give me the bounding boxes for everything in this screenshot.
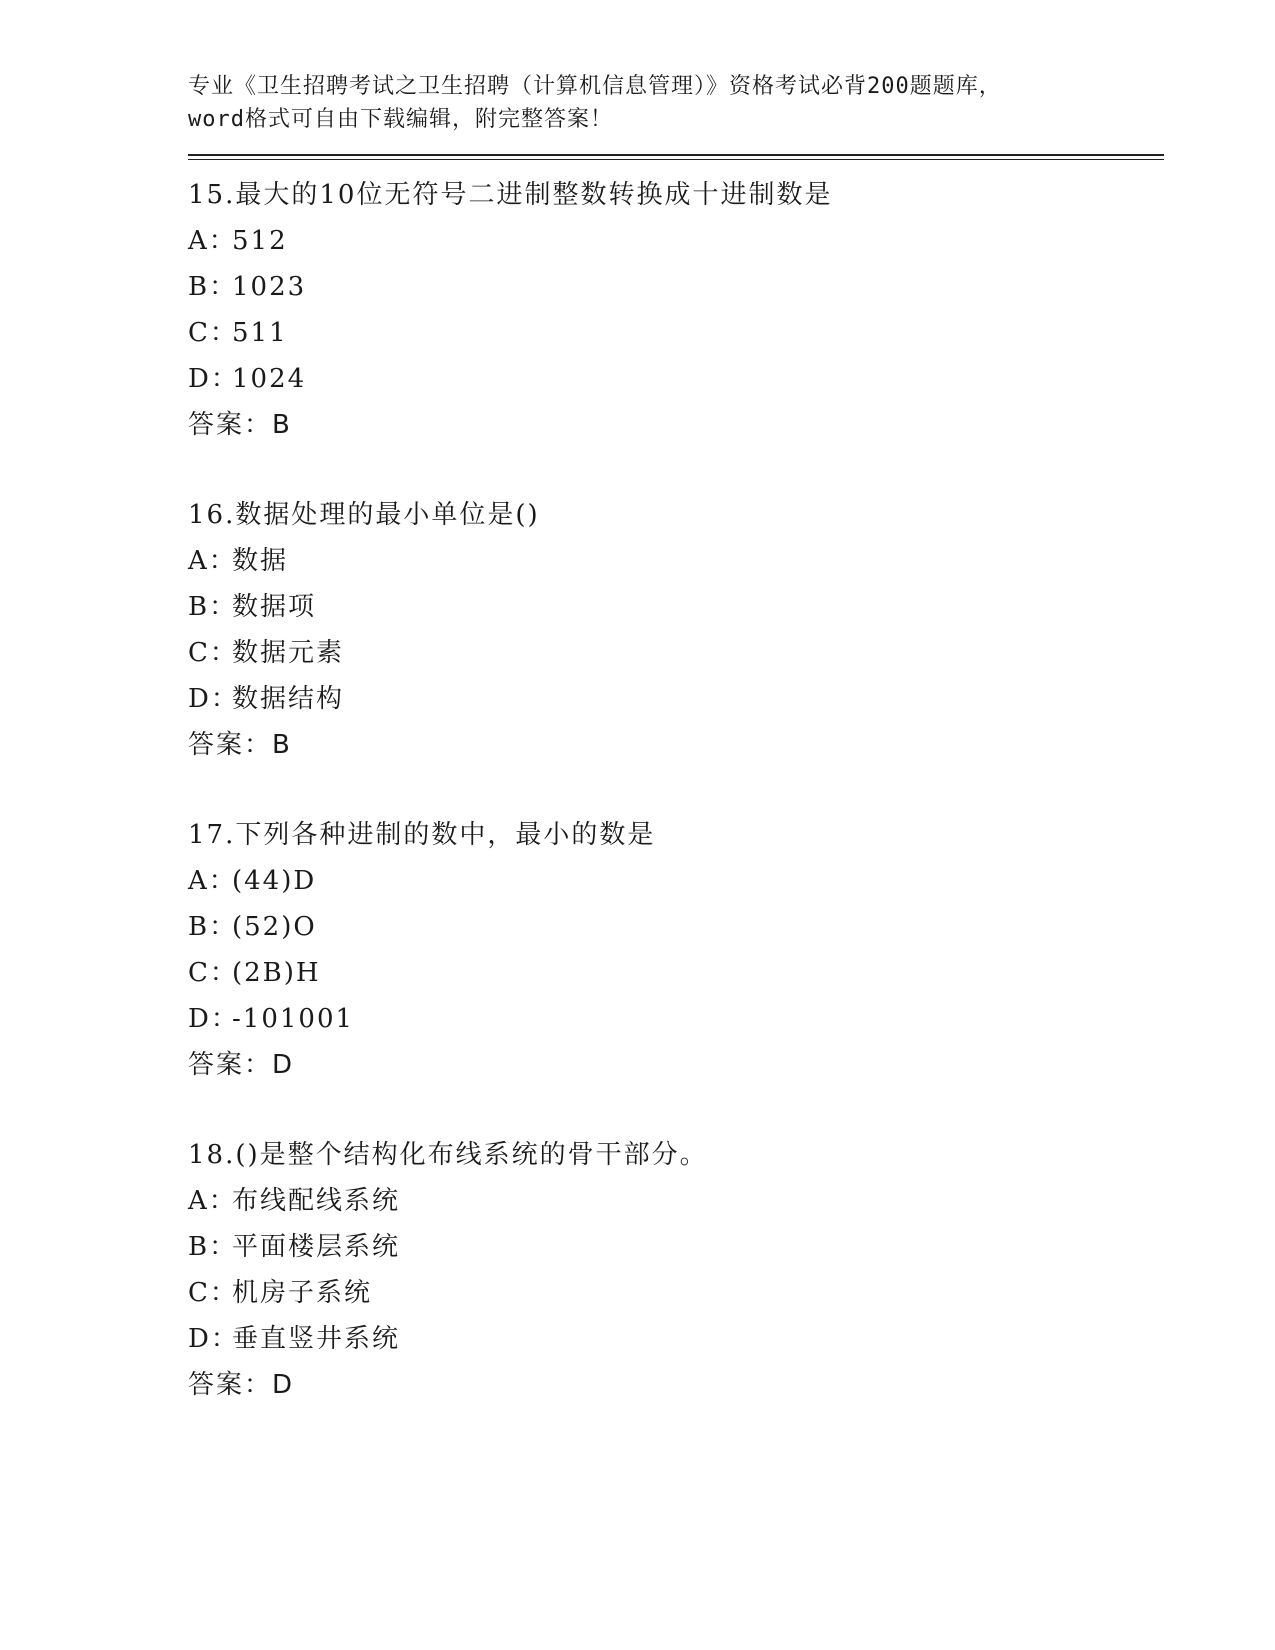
option-text: 1024 xyxy=(232,364,307,394)
question-text: ()是整个结构化布线系统的骨干部分。 xyxy=(235,1140,708,1170)
option-b xyxy=(188,1224,1164,1270)
option-a xyxy=(188,218,1164,264)
option-d xyxy=(188,996,1164,1042)
option-a xyxy=(188,1178,1164,1224)
answer-value: D xyxy=(272,1050,295,1080)
document-page xyxy=(188,70,1164,1408)
option-text: 数据结构 xyxy=(232,684,345,714)
option-letter: B： xyxy=(188,272,238,302)
option-letter: B： xyxy=(188,1232,238,1262)
option-text: 布线配线系统 xyxy=(232,1186,401,1216)
document-header xyxy=(188,70,1164,136)
option-letter: D： xyxy=(188,1324,239,1354)
option-d xyxy=(188,356,1164,402)
option-text: (44)D xyxy=(232,866,317,896)
answer-line xyxy=(188,722,1164,768)
question-15 xyxy=(188,172,1164,448)
option-letter: C： xyxy=(188,318,238,348)
answer-label: 答案： xyxy=(188,410,273,440)
question-text: 数据处理的最小单位是() xyxy=(235,500,540,530)
option-d xyxy=(188,676,1164,722)
question-number: 17. xyxy=(188,820,236,850)
option-text: 数据元素 xyxy=(232,638,345,668)
option-text: 数据项 xyxy=(232,592,317,622)
question-list xyxy=(188,172,1164,1408)
option-text: 511 xyxy=(232,318,288,348)
answer-value: D xyxy=(272,1370,295,1400)
option-text: 垂直竖井系统 xyxy=(232,1324,401,1354)
question-number: 18. xyxy=(188,1140,236,1170)
header-line-2: word格式可自由下载编辑，附完整答案！ xyxy=(188,107,613,132)
answer-line xyxy=(188,1042,1164,1088)
question-18 xyxy=(188,1132,1164,1408)
option-text: 1023 xyxy=(232,272,307,302)
answer-value: B xyxy=(272,730,292,760)
option-b xyxy=(188,904,1164,950)
option-letter: A： xyxy=(188,226,237,256)
option-letter: B： xyxy=(188,912,238,942)
option-b xyxy=(188,584,1164,630)
option-text: 512 xyxy=(232,226,288,256)
question-number: 16. xyxy=(188,500,236,530)
option-letter: C： xyxy=(188,1278,238,1308)
answer-label: 答案： xyxy=(188,730,273,760)
option-letter: D： xyxy=(188,1004,239,1034)
question-stem xyxy=(188,812,1164,858)
option-text: (52)O xyxy=(232,912,317,942)
option-c xyxy=(188,630,1164,676)
option-text: 数据 xyxy=(232,546,289,576)
option-a xyxy=(188,538,1164,584)
option-d xyxy=(188,1316,1164,1362)
question-stem xyxy=(188,1132,1164,1178)
answer-label: 答案： xyxy=(188,1370,273,1400)
option-letter: A： xyxy=(188,546,237,576)
option-letter: C： xyxy=(188,638,238,668)
option-letter: B： xyxy=(188,592,238,622)
question-17 xyxy=(188,812,1164,1088)
option-letter: D： xyxy=(188,684,239,714)
option-b xyxy=(188,264,1164,310)
option-c xyxy=(188,1270,1164,1316)
question-16 xyxy=(188,492,1164,768)
option-letter: A： xyxy=(188,1186,237,1216)
header-divider xyxy=(188,154,1164,160)
option-text: 平面楼层系统 xyxy=(232,1232,401,1262)
answer-line xyxy=(188,402,1164,448)
question-text: 下列各种进制的数中，最小的数是 xyxy=(235,820,656,850)
option-letter: D： xyxy=(188,364,239,394)
option-letter: A： xyxy=(188,866,237,896)
option-text: -101001 xyxy=(232,1004,355,1034)
answer-line xyxy=(188,1362,1164,1408)
question-stem xyxy=(188,492,1164,538)
answer-value: B xyxy=(272,410,292,440)
question-stem xyxy=(188,172,1164,218)
option-a xyxy=(188,858,1164,904)
option-text: 机房子系统 xyxy=(232,1278,373,1308)
answer-label: 答案： xyxy=(188,1050,273,1080)
option-letter: C： xyxy=(188,958,238,988)
header-line-1: 专业《卫生招聘考试之卫生招聘（计算机信息管理）》资格考试必背200题题库， xyxy=(188,74,1002,99)
option-c xyxy=(188,310,1164,356)
option-c xyxy=(188,950,1164,996)
question-text: 最大的10位无符号二进制整数转换成十进制数是 xyxy=(235,180,833,210)
question-number: 15. xyxy=(188,180,236,210)
option-text: (2B)H xyxy=(232,958,321,988)
